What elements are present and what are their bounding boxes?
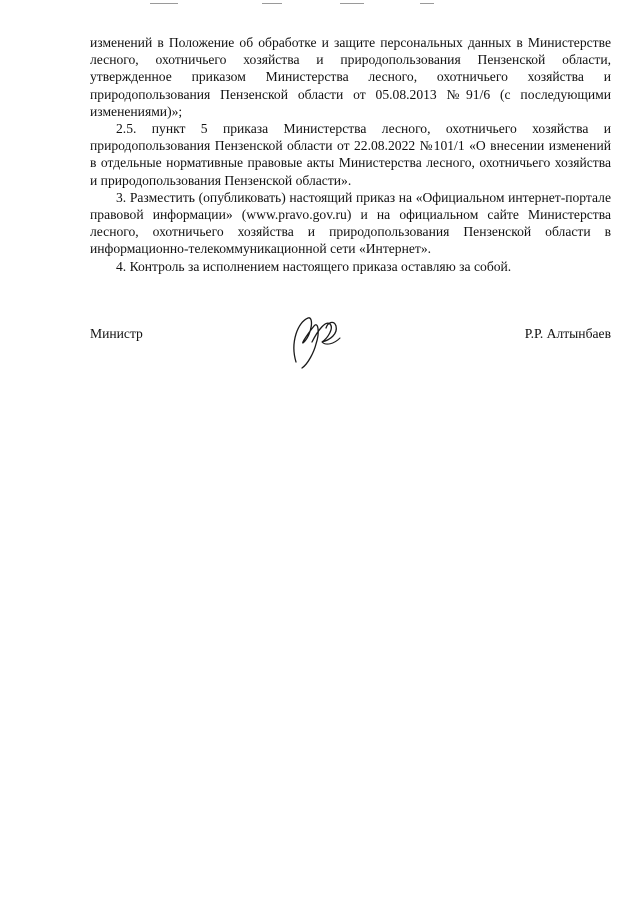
paragraph-item-3: 3. Разместить (опубликовать) настоящий приказ на «Официальном интернет-портале правовой информации» (www.pravo.gov.ru) и на официальном сайте Министерства лесного, охотничьего хозяйства и природопользования Пензенской области в информационно-телекоммуникационной сети «Интернет». (90, 189, 611, 257)
scan-artifact-line (420, 3, 434, 4)
signer-position: Министр (90, 326, 143, 341)
handwritten-signature-icon (282, 312, 352, 372)
document-body (90, 34, 611, 275)
scan-artifact-line (262, 3, 282, 4)
paragraph-item-2-5: 2.5. пункт 5 приказа Министерства лесного, охотничьего хозяйства и природопользования Пензенской области от 22.08.2022 №101/1 «О внесении изменений в отдельные нормативные правовые акты Министерства лесного, охотничьего хозяйства и природопользования Пензенской области». (90, 121, 611, 188)
signature-block (90, 312, 611, 372)
paragraph-item-4: 4. Контроль за исполнением настоящего приказа оставляю за собой. (116, 258, 512, 274)
paragraph-continuation: изменений в Положение об обработке и защите персональных данных в Министерстве лесного, охотничьего хозяйства и природопользования Пензенской области, утвержденное приказом Министерства лесного, охотничьего хозяйства и природопользования Пензенской области от 05.08.2013 №91/6 (с последующими изменениями)»; (90, 35, 611, 119)
scan-artifact-line (340, 3, 364, 4)
signer-name: Р.Р. Алтынбаев (524, 326, 611, 341)
scan-artifact-line (150, 3, 178, 4)
